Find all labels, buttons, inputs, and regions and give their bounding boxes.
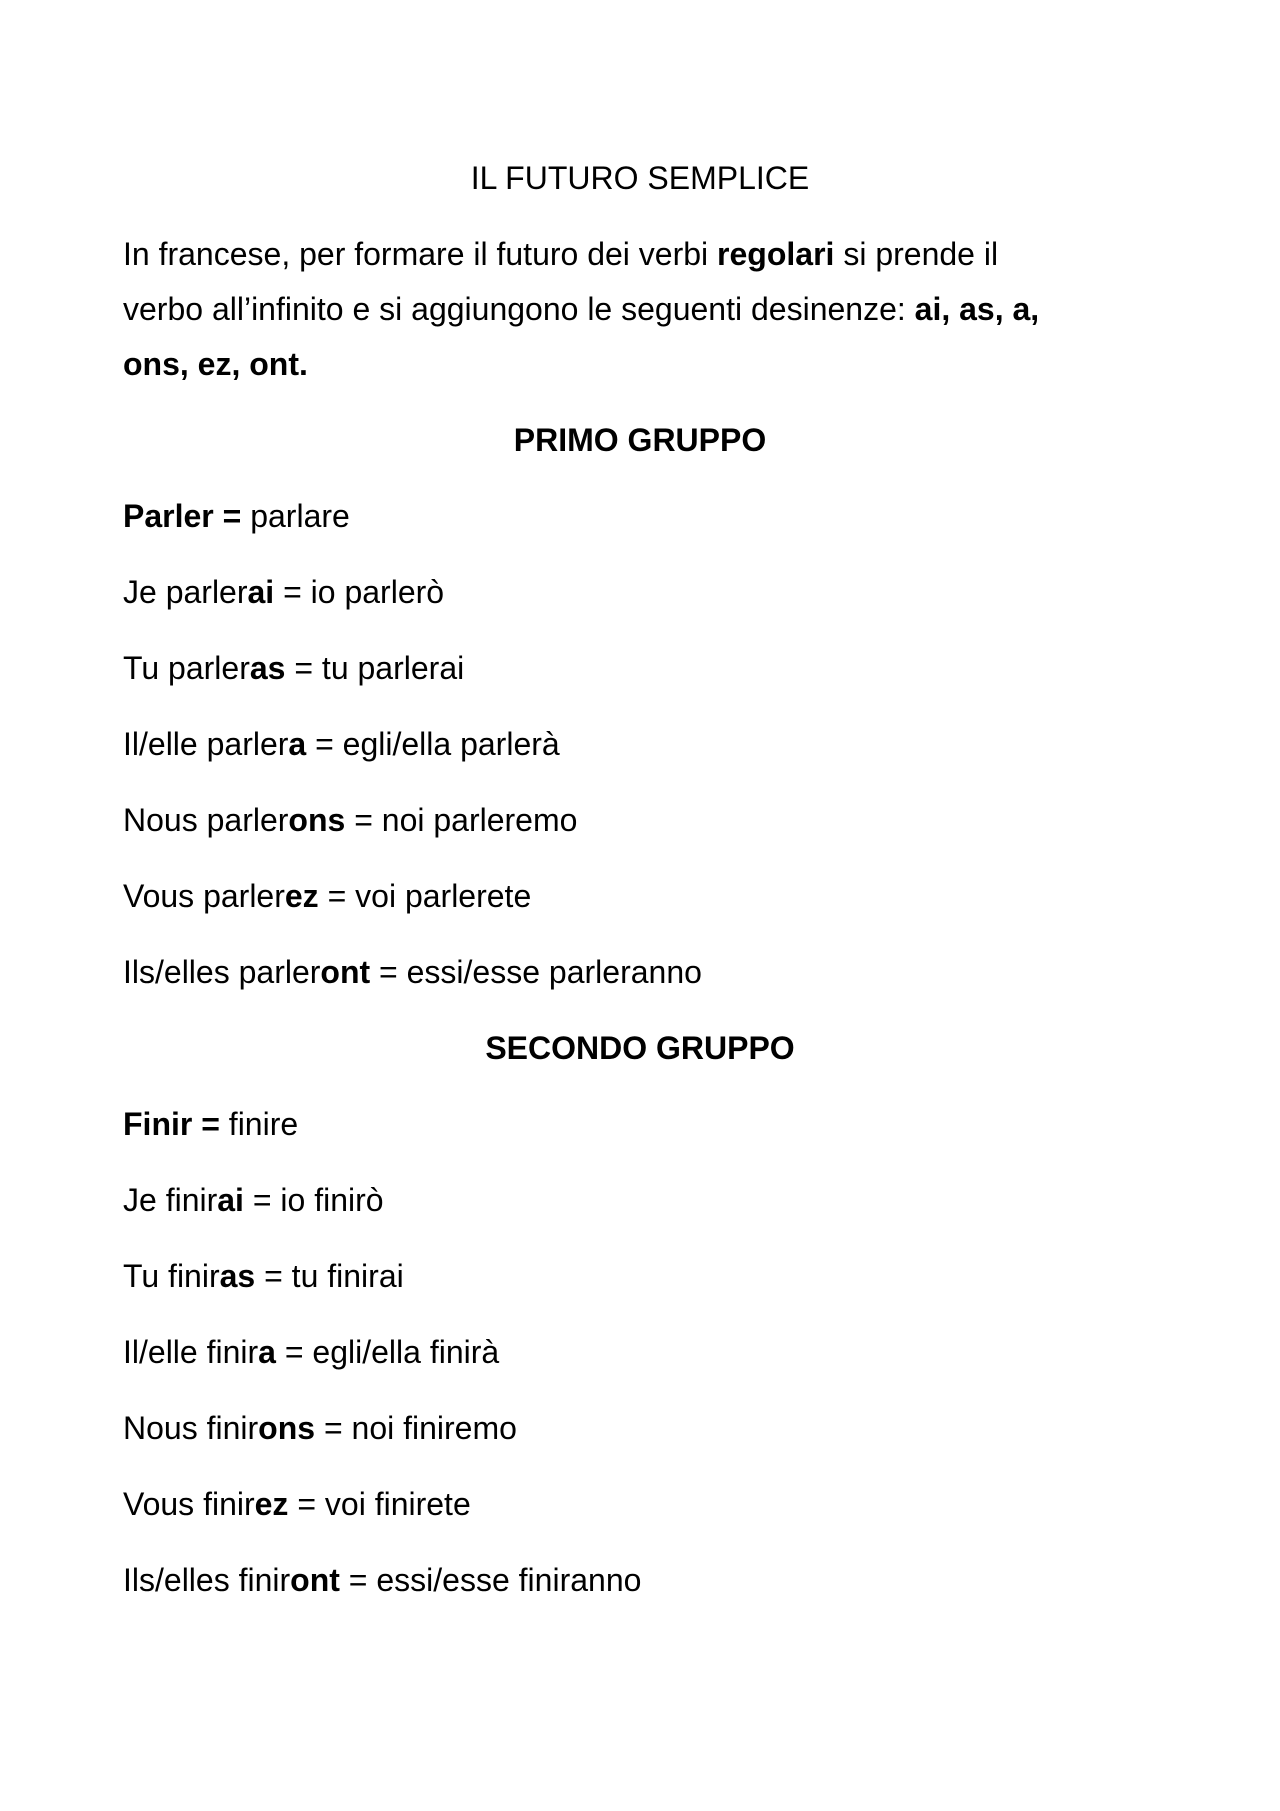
conjugation-ending: ez: [254, 1486, 289, 1522]
conjugation-ending: as: [219, 1258, 256, 1294]
conjugation-ending: ons: [288, 802, 346, 838]
conjugation-translation: = io parlerò: [274, 574, 445, 610]
conjugation-stem: Vous finir: [123, 1486, 255, 1522]
conjugation-ending: a: [288, 726, 307, 762]
conjugation-row: [123, 1408, 517, 1448]
conjugation-translation: = noi finiremo: [315, 1410, 517, 1446]
verb-infinitive-finir: [123, 1104, 298, 1144]
conjugation-ending: ez: [284, 878, 319, 914]
conjugation-row: [123, 648, 464, 688]
conjugation-row: [123, 800, 577, 840]
group-heading-text: PRIMO GRUPPO: [513, 422, 767, 458]
conjugation-translation: = essi/esse parleranno: [370, 954, 702, 990]
intro-bold-regolari: regolari: [717, 236, 835, 272]
intro-line-3: [123, 344, 308, 384]
group-heading-primo: [0, 420, 1280, 460]
verb-infinitive-translation: finire: [219, 1106, 299, 1142]
verb-infinitive-bold: Finir =: [123, 1106, 220, 1142]
conjugation-stem: Ils/elles finir: [123, 1562, 291, 1598]
conjugation-row: [123, 724, 560, 764]
conjugation-ending: a: [258, 1334, 276, 1370]
conjugation-translation: = egli/ella finirà: [275, 1334, 500, 1370]
conjugation-translation: = tu finirai: [255, 1258, 404, 1294]
conjugation-stem: Il/elle parler: [123, 726, 289, 762]
conjugation-translation: = tu parlerai: [285, 650, 465, 686]
conjugation-row: [123, 572, 444, 612]
conjugation-stem: Nous finir: [123, 1410, 259, 1446]
conjugation-stem: Ils/elles parler: [123, 954, 321, 990]
group-heading-text: SECONDO GRUPPO: [485, 1030, 795, 1066]
conjugation-stem: Il/elle finir: [123, 1334, 259, 1370]
conjugation-translation: = egli/ella parlerà: [306, 726, 560, 762]
intro-text: verbo all’infinito e si aggiungono le seguenti desinenze:: [123, 291, 915, 327]
conjugation-ending: as: [249, 650, 286, 686]
verb-infinitive-translation: parlare: [241, 498, 350, 534]
conjugation-translation: = noi parleremo: [345, 802, 578, 838]
intro-text: In francese, per formare il futuro dei verbi: [123, 236, 718, 272]
conjugation-stem: Tu parler: [123, 650, 250, 686]
intro-line-1: [123, 234, 998, 274]
conjugation-row: [123, 876, 531, 916]
document-title: IL FUTURO SEMPLICE: [470, 160, 810, 196]
group-heading-secondo: [0, 1028, 1280, 1068]
conjugation-row: [123, 1332, 499, 1372]
conjugation-row: [123, 952, 702, 992]
conjugation-translation: = voi parlerete: [318, 878, 532, 914]
conjugation-ending: ont: [290, 1562, 340, 1598]
conjugation-stem: Je parler: [123, 574, 248, 610]
conjugation-stem: Je finir: [123, 1182, 218, 1218]
conjugation-row: [123, 1560, 641, 1600]
verb-infinitive-parler: [123, 496, 350, 536]
conjugation-row: [123, 1256, 404, 1296]
conjugation-translation: = io finirò: [243, 1182, 384, 1218]
conjugation-ending: ai: [217, 1182, 244, 1218]
conjugation-row: [123, 1484, 471, 1524]
conjugation-ending: ont: [320, 954, 371, 990]
conjugation-translation: = essi/esse finiranno: [339, 1562, 642, 1598]
intro-bold-endings: ai, as, a,: [914, 291, 1040, 327]
intro-bold-endings: ons, ez, ont.: [123, 346, 308, 382]
conjugation-translation: = voi finirete: [288, 1486, 471, 1522]
conjugation-row: [123, 1180, 384, 1220]
conjugation-ending: ons: [258, 1410, 316, 1446]
conjugation-stem: Nous parler: [123, 802, 289, 838]
conjugation-stem: Tu finir: [123, 1258, 220, 1294]
intro-line-2: [123, 289, 1039, 329]
intro-text: si prende il: [834, 236, 999, 272]
conjugation-ending: ai: [247, 574, 275, 610]
conjugation-stem: Vous parler: [123, 878, 285, 914]
verb-infinitive-bold: Parler =: [123, 498, 242, 534]
